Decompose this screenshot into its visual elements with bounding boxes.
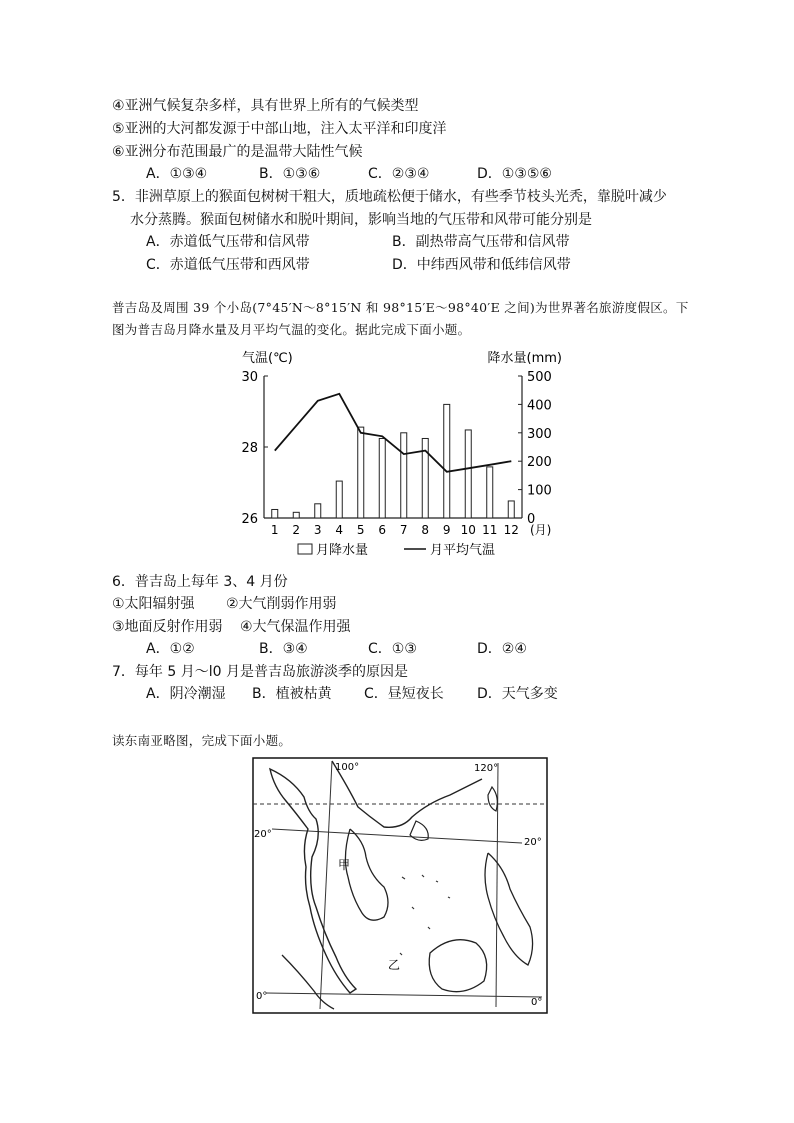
x-tick-label: 6 (378, 523, 387, 537)
x-tick-label: 3 (313, 523, 322, 537)
q6-option-c: C．①③ (368, 641, 417, 657)
x-tick-label: 11 (482, 523, 498, 537)
right-tick-label: 500 (527, 370, 552, 385)
x-tick-label: 5 (356, 523, 365, 537)
x-tick-label: 4 (335, 523, 344, 537)
q4-statement-5: ⑤亚洲的大河都发源于中部山地，注入太平洋和印度洋 (112, 121, 447, 137)
precip-bar (358, 427, 364, 518)
right-tick-label: 200 (527, 455, 552, 471)
q5-option-a: A．赤道低气压带和信风带 (146, 234, 310, 250)
legend-line-label: 月平均气温 (430, 543, 496, 558)
precip-bar (336, 481, 342, 518)
lon-120-label: 120° (474, 763, 499, 774)
region-yi-label: 乙 (388, 958, 401, 972)
left-tick-label: 28 (241, 441, 258, 456)
southeast-asia-map (252, 757, 548, 1014)
right-tick-label: 0 (527, 512, 536, 527)
x-tick-label: 9 (442, 523, 451, 537)
q4-statement-6: ⑥亚洲分布范围最广的是温带大陆性气候 (112, 144, 363, 160)
map-frame (253, 758, 547, 1013)
q6-option-d: D．②④ (477, 641, 527, 657)
chart-axes (264, 376, 522, 518)
precip-bar (293, 512, 299, 518)
left-axis-title: 气温(℃) (242, 351, 293, 366)
lat-20-label-right: 20° (524, 837, 542, 848)
region-jia-label: 甲 (338, 858, 351, 872)
legend-bar-label: 月降水量 (316, 543, 369, 558)
q7-stem: 7．每年 5 月～l0 月是普吉岛旅游淡季的原因是 (112, 664, 408, 680)
climate-chart (232, 342, 562, 574)
precip-bar (379, 438, 385, 518)
temperature-line (275, 394, 512, 472)
lat-0-label-left: 0° (256, 991, 268, 1002)
right-tick-label: 400 (527, 398, 552, 414)
x-tick-label: 1 (270, 523, 279, 537)
right-axis-title: 降水量(mm) (487, 351, 562, 366)
x-unit-label: (月) (530, 523, 552, 537)
precip-bar (465, 430, 471, 518)
q6-statement-4: ④大气保温作用强 (240, 619, 351, 635)
q6-stem: 6．普吉岛上每年 3、4 月份 (112, 574, 288, 590)
intro-phuket-line2: 图为普吉岛月降水量及月平均气温的变化。据此完成下面小题。 (112, 322, 471, 337)
precip-bar (487, 467, 493, 518)
q4-statement-4: ④亚洲气候复杂多样，具有世界上所有的气候类型 (112, 98, 419, 114)
left-tick-label: 30 (241, 370, 258, 385)
x-tick-label: 2 (292, 523, 301, 537)
precip-bar (444, 404, 450, 518)
q4-option-c: C．②③④ (368, 166, 430, 182)
left-tick-label: 26 (241, 512, 258, 527)
precip-bar (315, 504, 321, 518)
x-tick-label: 8 (421, 523, 430, 537)
intro-sea-map: 读东南亚略图，完成下面小题。 (112, 733, 292, 748)
q5-option-c: C．赤道低气压带和西风带 (146, 257, 310, 273)
q6-option-b: B．③④ (259, 641, 308, 657)
x-tick-label: 7 (399, 523, 408, 537)
lon-100-label: 100° (335, 762, 360, 773)
q6-option-a: A．①② (146, 641, 195, 657)
x-tick-label: 10 (460, 523, 476, 537)
q7-option-c: C．昼短夜长 (364, 686, 444, 702)
q6-statement-2: ②大气削弱作用弱 (226, 596, 337, 612)
q4-option-d: D．①③⑤⑥ (477, 166, 552, 182)
q5-stem-line2: 水分蒸腾。猴面包树储水和脱叶期间，影响当地的气压带和风带可能分别是 (130, 212, 592, 228)
q7-option-d: D．天气多变 (477, 686, 558, 702)
q6-statement-3: ③地面反射作用弱 (112, 619, 223, 635)
lat-20-label-left: 20° (254, 829, 272, 840)
right-tick-label: 300 (527, 426, 552, 442)
q5-option-b: B．副热带高气压带和信风带 (392, 234, 570, 250)
q6-statement-1: ①太阳辐射强 (112, 596, 195, 612)
q5-option-d: D．中纬西风带和低纬信风带 (392, 257, 571, 273)
chart-legend (298, 542, 495, 558)
legend-bar-swatch (298, 544, 312, 554)
precip-bar (401, 433, 407, 518)
x-tick-label: 12 (503, 523, 519, 537)
q4-option-a: A．①③④ (146, 166, 208, 182)
right-tick-label: 100 (527, 483, 552, 499)
chart-bars (272, 404, 515, 518)
q5-stem-line1: 5．非洲草原上的猴面包树树干粗大，质地疏松便于储水，有些季节枝头光秃，靠脱叶减少 (112, 189, 667, 205)
q4-option-b: B．①③⑥ (259, 166, 321, 182)
precip-bar (508, 501, 514, 518)
q7-option-a: A．阴冷潮湿 (146, 686, 226, 702)
precip-bar (272, 509, 278, 518)
q7-option-b: B．植被枯黄 (252, 686, 332, 702)
intro-phuket-line1: 普吉岛及周围 39 个小岛(7°45′N～8°15′N 和 98°15′E～98°40′E 之间)为世界著名旅游度假区。下 (112, 300, 689, 315)
chart-line (275, 394, 512, 472)
lat-0-label-right: 0° (531, 997, 543, 1008)
